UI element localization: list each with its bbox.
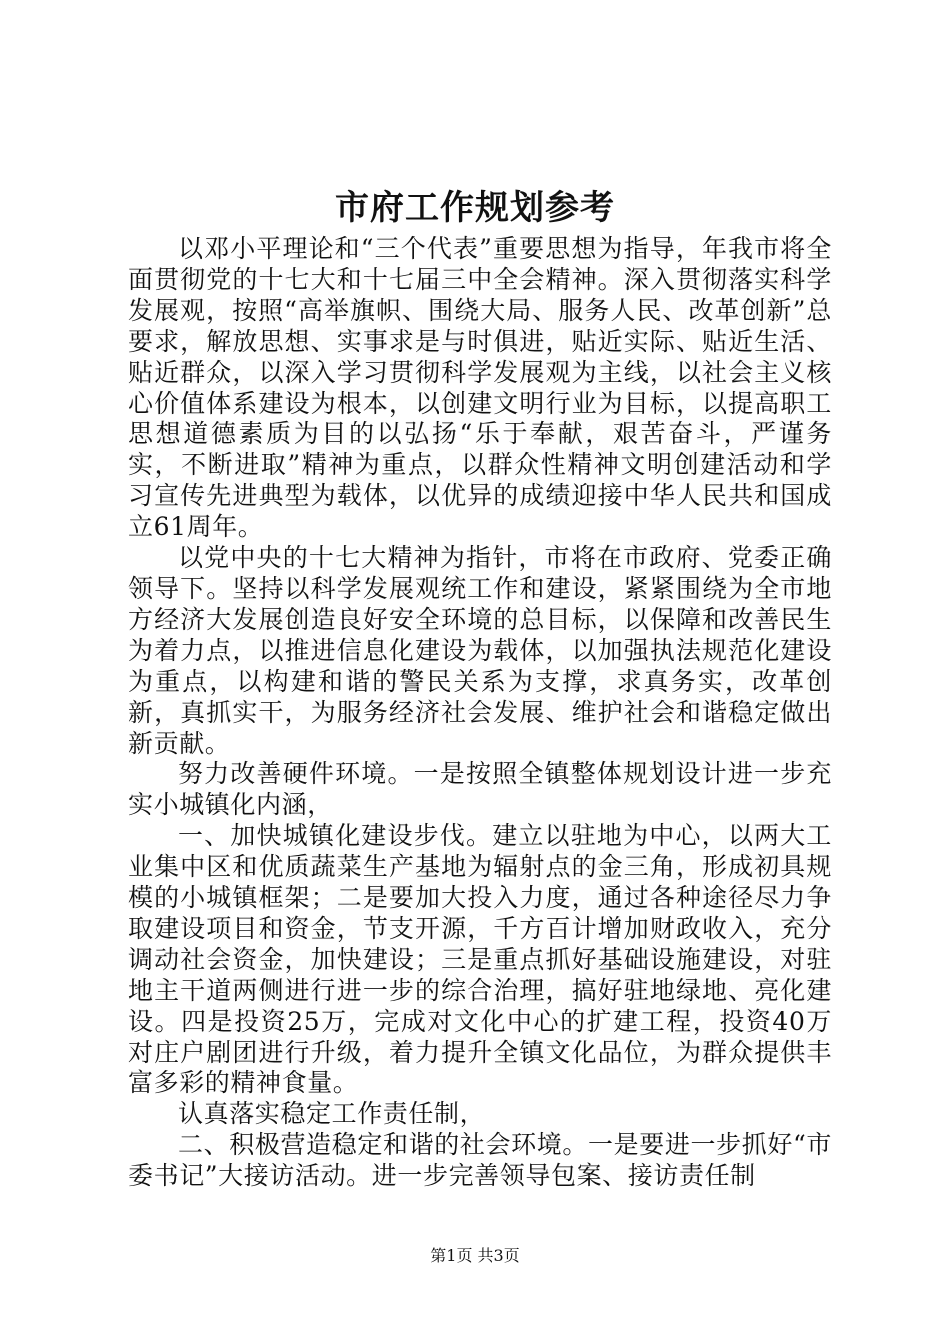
paragraph: 努力改善硬件环境。一是按照全镇整体规划设计进一步充实小城镇化内涵， <box>128 759 832 820</box>
document-body <box>128 234 832 1192</box>
paragraph: 二、积极营造稳定和谐的社会环境。一是要进一步抓好“市委书记”大接访活动。进一步完善领导包案、接访责任制 <box>128 1130 832 1191</box>
paragraph: 以党中央的十七大精神为指针，市将在市政府、党委正确领导下。坚持以科学发展观统工作和建设，紧紧围绕为全市地方经济大发展创造良好安全环境的总目标，以保障和改善民生为着力点，以推进信息化建设为载体，以加强执法规范化建设为重点，以构建和谐的警民关系为支撑，求真务实，改革创新，真抓实干，为服务经济社会发展、维护社会和谐稳定做出新贡献。 <box>128 543 832 758</box>
document-title: 市府工作规划参考 <box>335 188 615 228</box>
page-footer: 第1页 共3页 <box>430 1246 520 1265</box>
paragraph: 认真落实稳定工作责任制， <box>178 1099 486 1129</box>
paragraph: 一、加快城镇化建设步伐。建立以驻地为中心，以两大工业集中区和优质蔬菜生产基地为辐射点的金三角，形成初具规模的小城镇框架；二是要加大投入力度，通过各种途径尽力争取建设项目和资金，节支开源，千方百计增加财政收入，充分调动社会资金，加快建设；三是重点抓好基础设施建设，对驻地主干道两侧进行进一步的综合治理，搞好驻地绿地、亮化建设。四是投资25万，完成对文化中心的扩建工程，投资40万对庄户剧团进行升级，着力提升全镇文化品位，为群众提供丰富多彩的精神食量。 <box>128 821 832 1098</box>
paragraph: 以邓小平理论和“三个代表”重要思想为指导，年我市将全面贯彻党的十七大和十七届三中全会精神。深入贯彻落实科学发展观，按照“高举旗帜、围绕大局、服务人民、改革创新”总要求，解放思想、实事求是与时俱进，贴近实际、贴近生活、贴近群众，以深入学习贯彻科学发展观为主线，以社会主义核心价值体系建设为根本，以创建文明行业为目标，以提高职工思想道德素质为目的以弘扬“乐于奉献，艰苦奋斗，严谨务实，不断进取”精神为重点，以群众性精神文明创建活动和学习宣传先进典型为载体，以优异的成绩迎接中华人民共和国成立61周年。 <box>128 234 832 542</box>
